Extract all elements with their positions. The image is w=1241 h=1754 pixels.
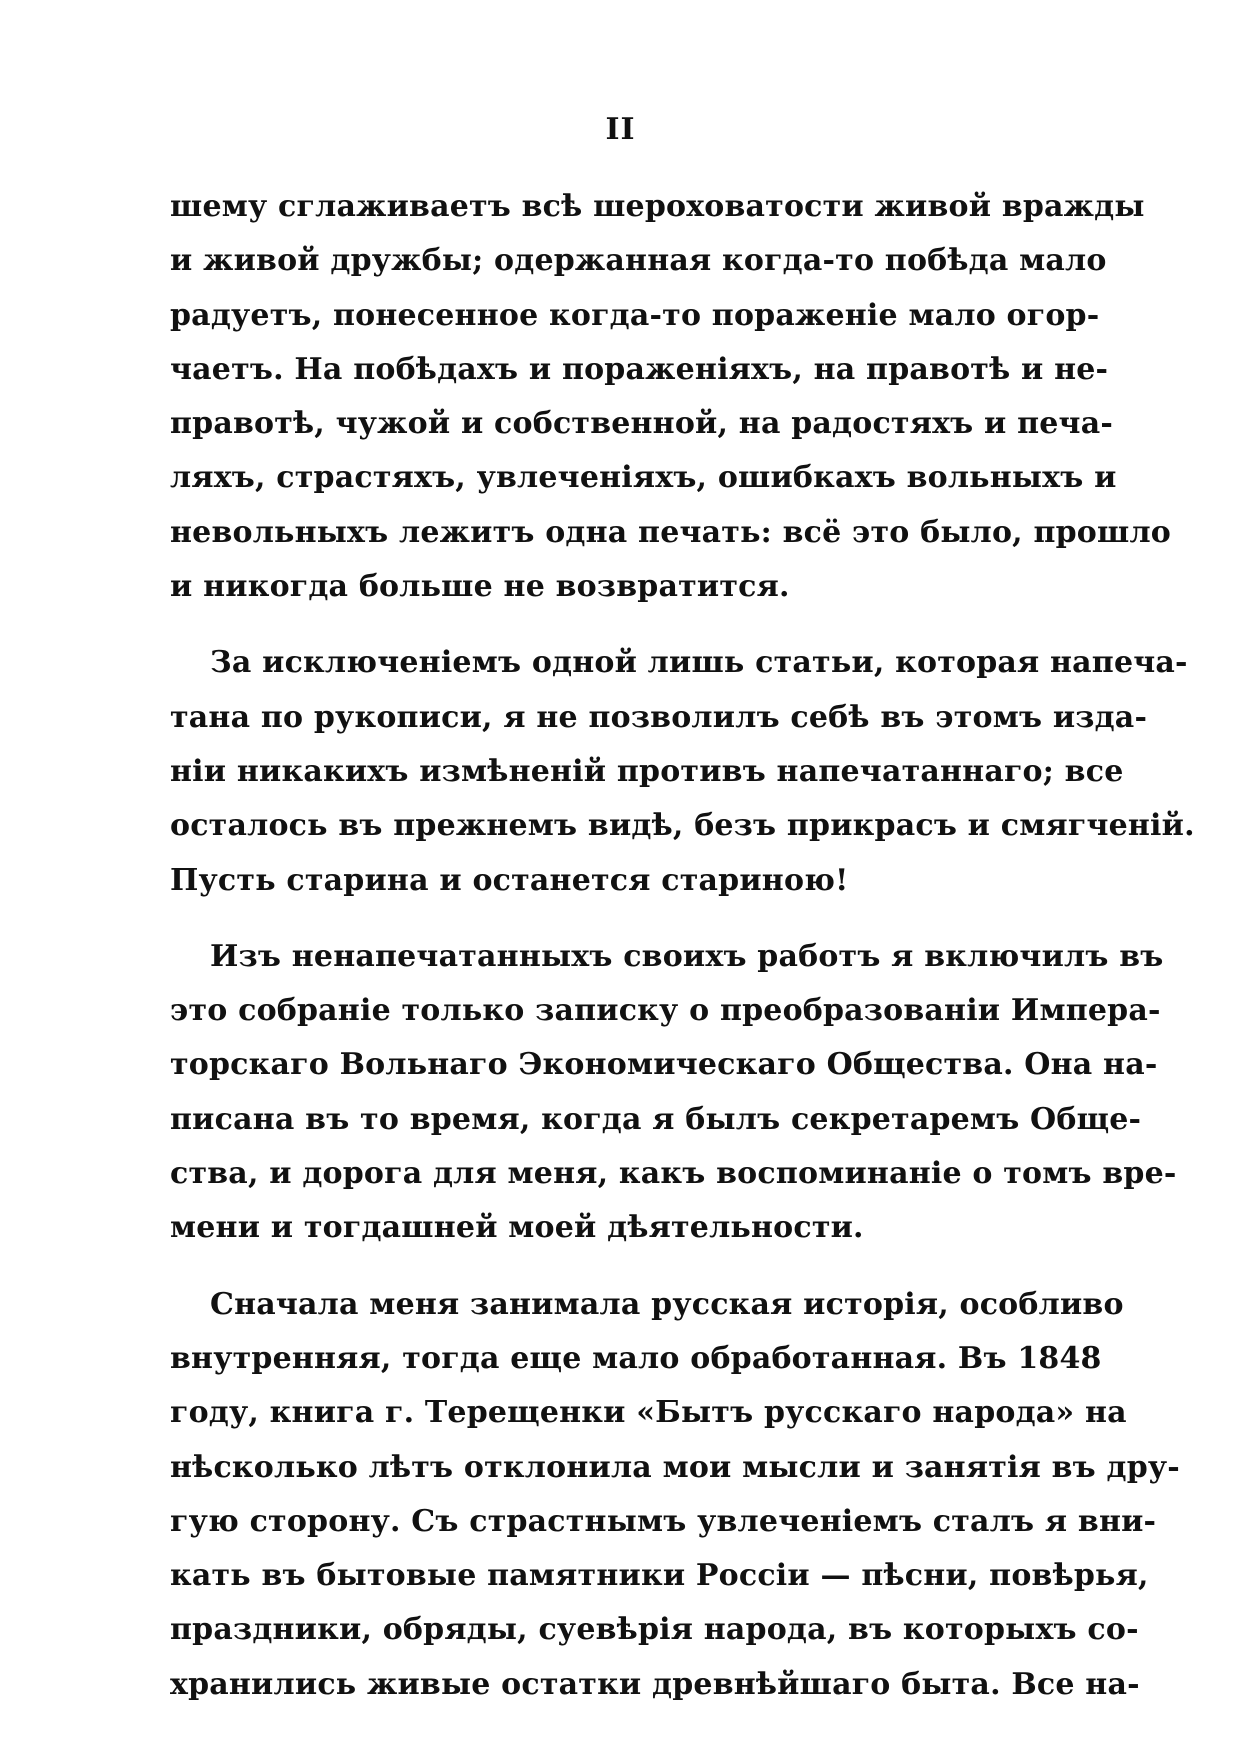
text-line: правотѣ, чужой и собственной, на радостяхъ и печа- xyxy=(170,406,1114,442)
text-line: Сначала меня занимала русская исторія, особливо xyxy=(210,1286,1124,1322)
text-line: тана по рукописи, я не позволилъ себѣ въ этомъ изда- xyxy=(170,699,1148,735)
text-line: кать въ бытовые памятники Россіи — пѣсни, повѣрья, xyxy=(170,1558,1149,1594)
text-line: писана въ то время, когда я былъ секретаремъ Обще- xyxy=(170,1101,1142,1137)
text-line: хранились живые остатки древнѣйшаго быта. Все на- xyxy=(170,1666,1140,1702)
text-line: Пусть старина и останется стариною! xyxy=(170,862,849,898)
text-line: гую сторону. Съ страстнымъ увлеченіемъ сталъ я вни- xyxy=(170,1503,1157,1539)
text-line: и никогда больше не возвратится. xyxy=(170,569,790,605)
text-line: За исключеніемъ одной лишь статьи, которая напеча- xyxy=(210,645,1188,681)
text-line: торскаго Вольнаго Экономическаго Общества. Она на- xyxy=(170,1047,1158,1083)
paragraph-4 xyxy=(170,1278,1180,1712)
text-line: и живой дружбы; одержанная когда-то побѣда мало xyxy=(170,243,1107,279)
text-line: это собраніе только записку о преобразованіи Импера- xyxy=(170,993,1161,1029)
text-line: праздники, обряды, суевѣрія народа, въ которыхъ со- xyxy=(170,1612,1139,1648)
paragraph-3 xyxy=(170,930,1177,1256)
text-line: ляхъ, страстяхъ, увлеченіяхъ, ошибкахъ вольныхъ и xyxy=(170,460,1117,496)
paragraph-1 xyxy=(170,180,1172,614)
text-line: нѣсколько лѣтъ отклонила мои мысли и занятія въ дру- xyxy=(170,1449,1180,1485)
body-text xyxy=(170,180,1195,1712)
text-line: радуетъ, понесенное когда-то пораженіе мало огор- xyxy=(170,297,1100,333)
text-line: ніи никакихъ измѣненій противъ напечатаннаго; все xyxy=(170,753,1124,789)
page-number: II xyxy=(605,112,636,147)
text-line: мени и тогдашней моей дѣятельности. xyxy=(170,1210,864,1246)
text-line: Изъ ненапечатанныхъ своихъ работъ я включилъ въ xyxy=(210,938,1164,974)
text-line: ства, и дорога для меня, какъ воспоминаніе о томъ вре- xyxy=(170,1156,1177,1192)
paragraph-2 xyxy=(170,636,1195,907)
text-line: году, книга г. Терещенки «Бытъ русскаго народа» на xyxy=(170,1395,1127,1431)
text-line: внутренняя, тогда еще мало обработанная. Въ 1848 xyxy=(170,1340,1102,1376)
text-line: осталось въ прежнемъ видѣ, безъ прикрасъ и смягченій. xyxy=(170,808,1195,844)
text-line: шему сглаживаетъ всѣ шероховатости живой вражды xyxy=(170,189,1145,224)
text-line: чаетъ. На побѣдахъ и пораженіяхъ, на правотѣ и не- xyxy=(170,351,1109,387)
text-line: невольныхъ лежитъ одна печать: всё это было, прошло xyxy=(170,514,1172,550)
